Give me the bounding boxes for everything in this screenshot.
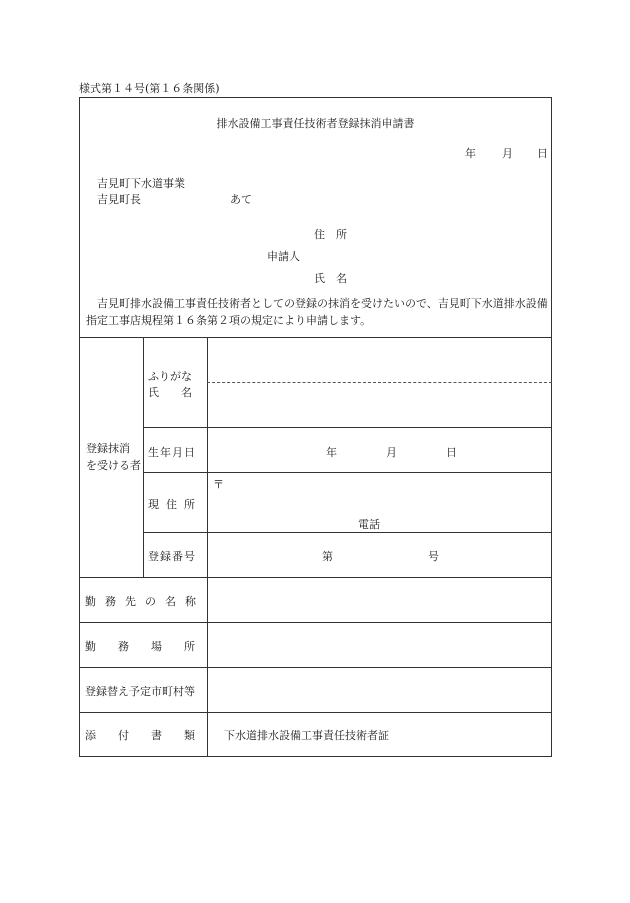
name-label: 氏 名 (148, 386, 192, 399)
row-line-6 (79, 667, 552, 668)
table-top-line (79, 337, 552, 338)
reg-dai: 第 (322, 550, 333, 563)
attachments-label: 添付書類 (85, 729, 217, 742)
furigana-dashed-line (207, 382, 552, 383)
body-text: 吉見町排水設備工事責任技術者としての登録の抹消を受けたいので、吉見町下水道排水設備指定工事店規程第１６条第２項の規定により申請します。 (86, 297, 548, 327)
applicant-name-label: 氏 名 (314, 272, 347, 285)
attachments-value: 下水道排水設備工事責任技術者証 (224, 729, 389, 742)
section-divider (143, 337, 144, 577)
form-title: 排水設備工事責任技術者登録抹消申請書 (216, 117, 415, 130)
row-line-5 (79, 622, 552, 623)
row-line-1 (143, 427, 552, 428)
reg-number-label: 登録番号 (148, 550, 196, 563)
addressee-line1: 吉見町下水道事業 (97, 177, 185, 190)
birth-month: 月 (386, 446, 397, 459)
birth-year: 年 (326, 446, 337, 459)
row-line-7 (79, 712, 552, 713)
workplace-location-label: 勤務場所 (85, 640, 217, 653)
reg-go: 号 (428, 550, 439, 563)
birth-day: 日 (446, 446, 457, 459)
address-label: 現住所 (148, 498, 202, 511)
row-line-4 (79, 577, 552, 578)
workplace-name-label: 勤務先の名称 (85, 595, 205, 608)
section-label-line1: 登録抹消 (86, 442, 130, 455)
addressee-line2: 吉見町長 (97, 193, 141, 206)
form-number: 様式第１４号(第１６条関係) (79, 82, 220, 95)
date-month: 月 (502, 147, 513, 160)
row-line-3 (143, 532, 552, 533)
date-day: 日 (537, 147, 548, 160)
applicant-address-label: 住 所 (314, 228, 347, 241)
value-divider (207, 337, 208, 757)
phone-label: 電話 (358, 518, 380, 531)
postal-mark: 〒 (213, 478, 224, 491)
furigana-label (148, 368, 202, 384)
section-label-line2: を受ける者 (86, 459, 141, 472)
birthdate-label: 生年月日 (148, 446, 196, 459)
applicant-label: 申請人 (267, 250, 300, 263)
row-line-2 (143, 472, 552, 473)
date-year: 年 (465, 147, 476, 160)
transfer-city-label: 登録替え予定市町村等 (85, 685, 195, 698)
furigana-text: ふりがな (148, 370, 192, 383)
addressee-suffix: あて (230, 193, 252, 206)
